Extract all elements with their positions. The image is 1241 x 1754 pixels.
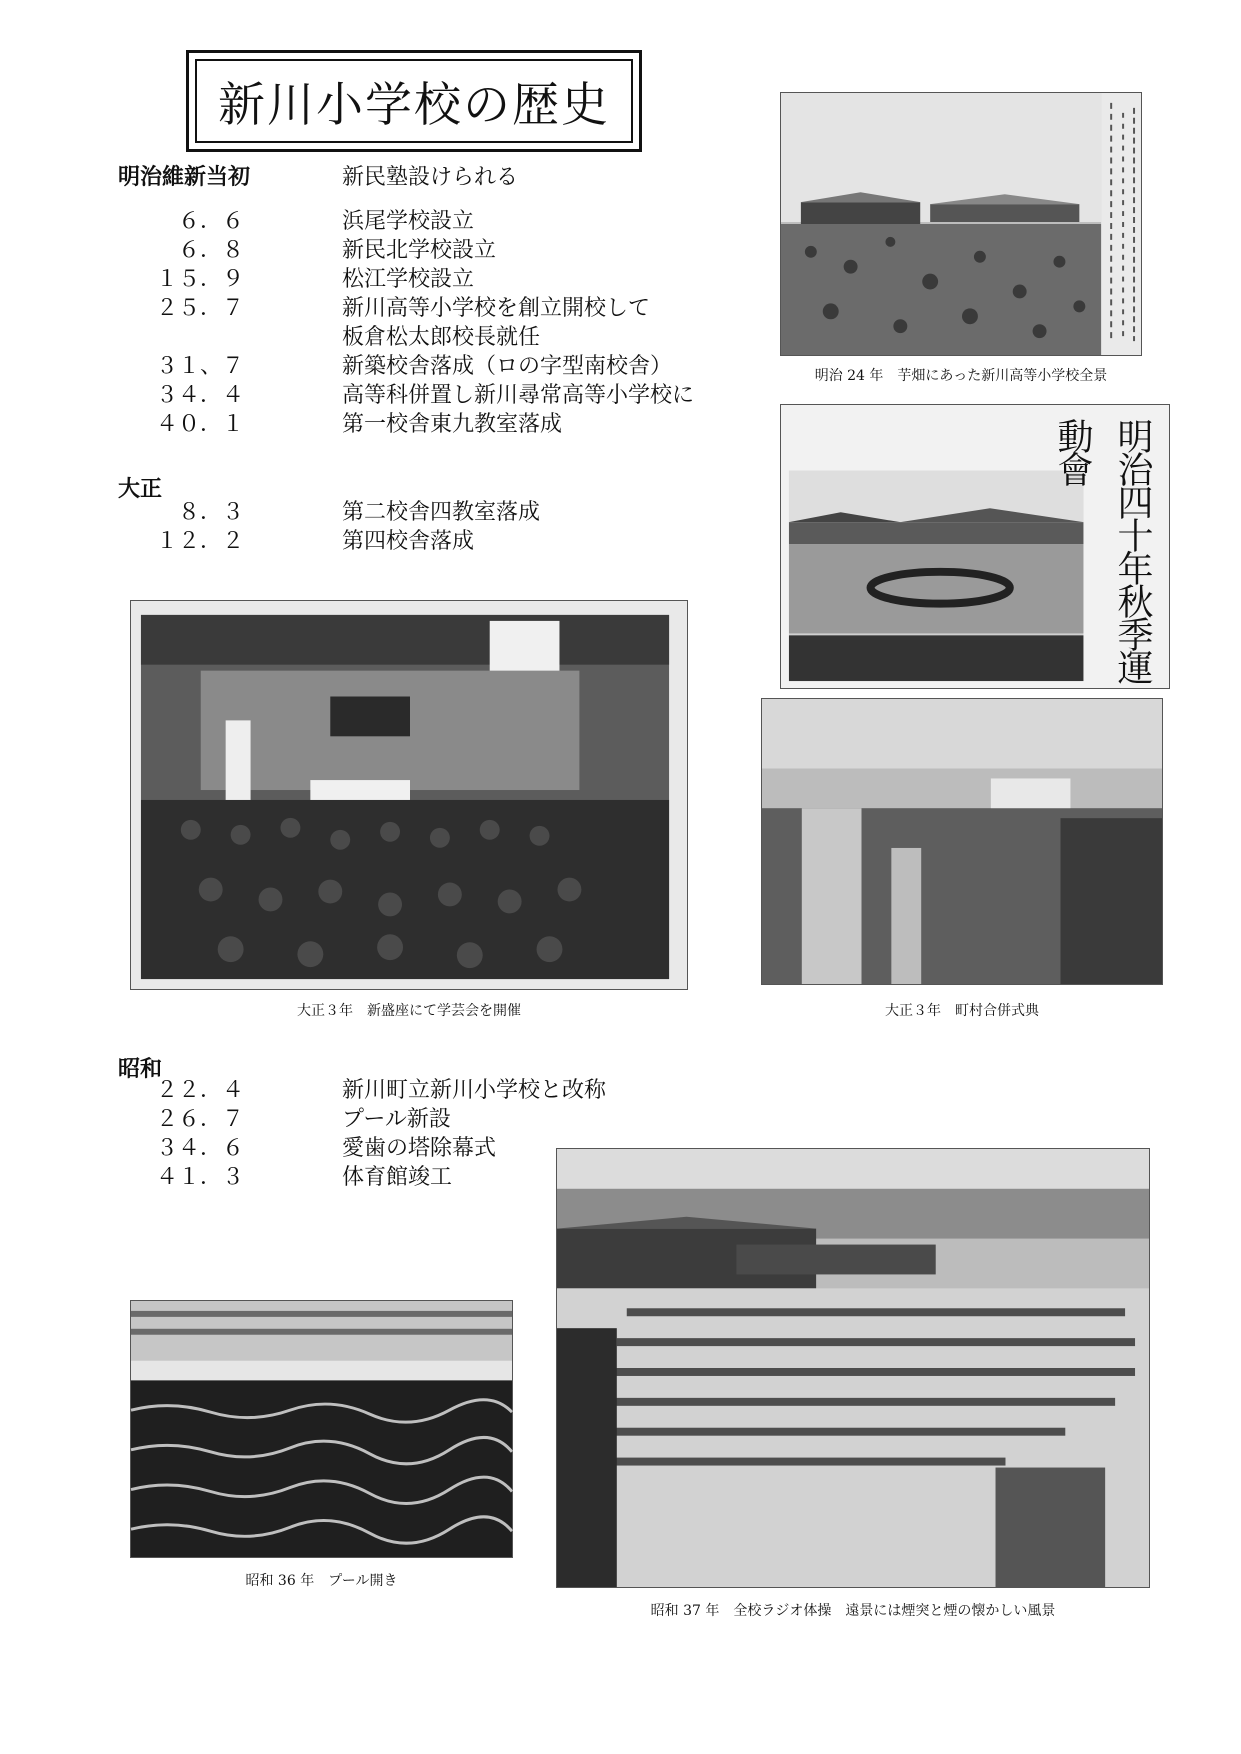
timeline-date: ６．８: [177, 238, 244, 263]
era-label-meiji: 明治維新当初: [118, 165, 251, 190]
timeline-event: 第一校舎東九教室落成: [342, 412, 563, 437]
photo-caption: 明治 24 年 芋畑にあった新川高等小学校全景: [814, 368, 1108, 384]
timeline-date: ２６．７: [155, 1107, 244, 1132]
timeline-row: [118, 1105, 758, 1135]
timeline-date: ３４．６: [155, 1136, 244, 1161]
timeline-date: ２２．４: [155, 1078, 244, 1103]
photo-radio-exercise: [556, 1148, 1150, 1588]
photo-meiji-school-view: [780, 92, 1142, 356]
timeline-event: 愛歯の塔除幕式: [342, 1136, 497, 1161]
title-inner-frame: [195, 59, 633, 143]
timeline-event: 新川町立新川小学校と改称: [342, 1078, 607, 1103]
photo-side-text: 明治四十年秋季運動會: [1052, 418, 1153, 682]
era-label-showa: 昭和: [118, 1057, 163, 1082]
title-frame: [186, 50, 642, 152]
timeline-event: 浜尾学校設立: [342, 209, 475, 234]
timeline-event: 松江学校設立: [342, 267, 475, 292]
timeline-date: ６．６: [177, 209, 244, 234]
timeline-row: [118, 265, 758, 295]
meiji-header-row: [118, 163, 758, 193]
page-title: 新川小学校の歴史: [218, 77, 610, 133]
timeline-event: プール新設: [342, 1107, 451, 1132]
timeline-row: [118, 294, 758, 324]
timeline-row: [118, 236, 758, 266]
timeline-event: 第二校舎四教室落成: [342, 500, 541, 525]
timeline-row: [118, 498, 758, 528]
timeline-row: [118, 381, 758, 411]
era-label-taisho: 大正: [118, 477, 163, 502]
timeline-row: [118, 410, 758, 440]
photo-caption: 大正３年 町村合併式典: [885, 1003, 1039, 1019]
timeline-date: ４０．１: [155, 412, 244, 437]
timeline-date: １５．９: [155, 267, 244, 292]
timeline-event: 板倉松太郎校長就任: [342, 325, 541, 350]
timeline-row: [118, 207, 758, 237]
timeline-event: 新民北学校設立: [342, 238, 497, 263]
timeline-date: １２．２: [155, 529, 244, 554]
photo-caption: 大正３年 新盛座にて学芸会を開催: [297, 1003, 521, 1019]
timeline-date: ４１．３: [155, 1165, 244, 1190]
photo-caption: 昭和 37 年 全校ラジオ体操 遠景には煙突と煙の懐かしい風景: [650, 1603, 1056, 1619]
timeline-event: 高等科併置し新川尋常高等小学校に: [342, 383, 695, 408]
timeline-event: 新築校舎落成（ロの字型南校舎）: [342, 354, 673, 379]
timeline-row: [118, 323, 758, 353]
timeline-row: [118, 527, 758, 557]
photo-merger-ceremony: [761, 698, 1163, 985]
timeline-event: 新川高等小学校を創立開校して: [342, 296, 651, 321]
timeline-event: 第四校舎落成: [342, 529, 475, 554]
meiji-first-event: 新民塾設けられる: [342, 165, 519, 190]
timeline-date: ８．３: [177, 500, 244, 525]
photo-caption: 昭和 36 年 プール開き: [245, 1573, 398, 1589]
timeline-event: 体育館竣工: [342, 1165, 453, 1190]
timeline-row: [118, 1076, 758, 1106]
timeline-row: [118, 352, 758, 382]
photo-performance: [130, 600, 688, 990]
timeline-date: ２５．７: [155, 296, 244, 321]
photo-pool-opening: [130, 1300, 513, 1558]
timeline-date: ３４．４: [155, 383, 244, 408]
timeline-date: ３１、７: [155, 354, 244, 379]
